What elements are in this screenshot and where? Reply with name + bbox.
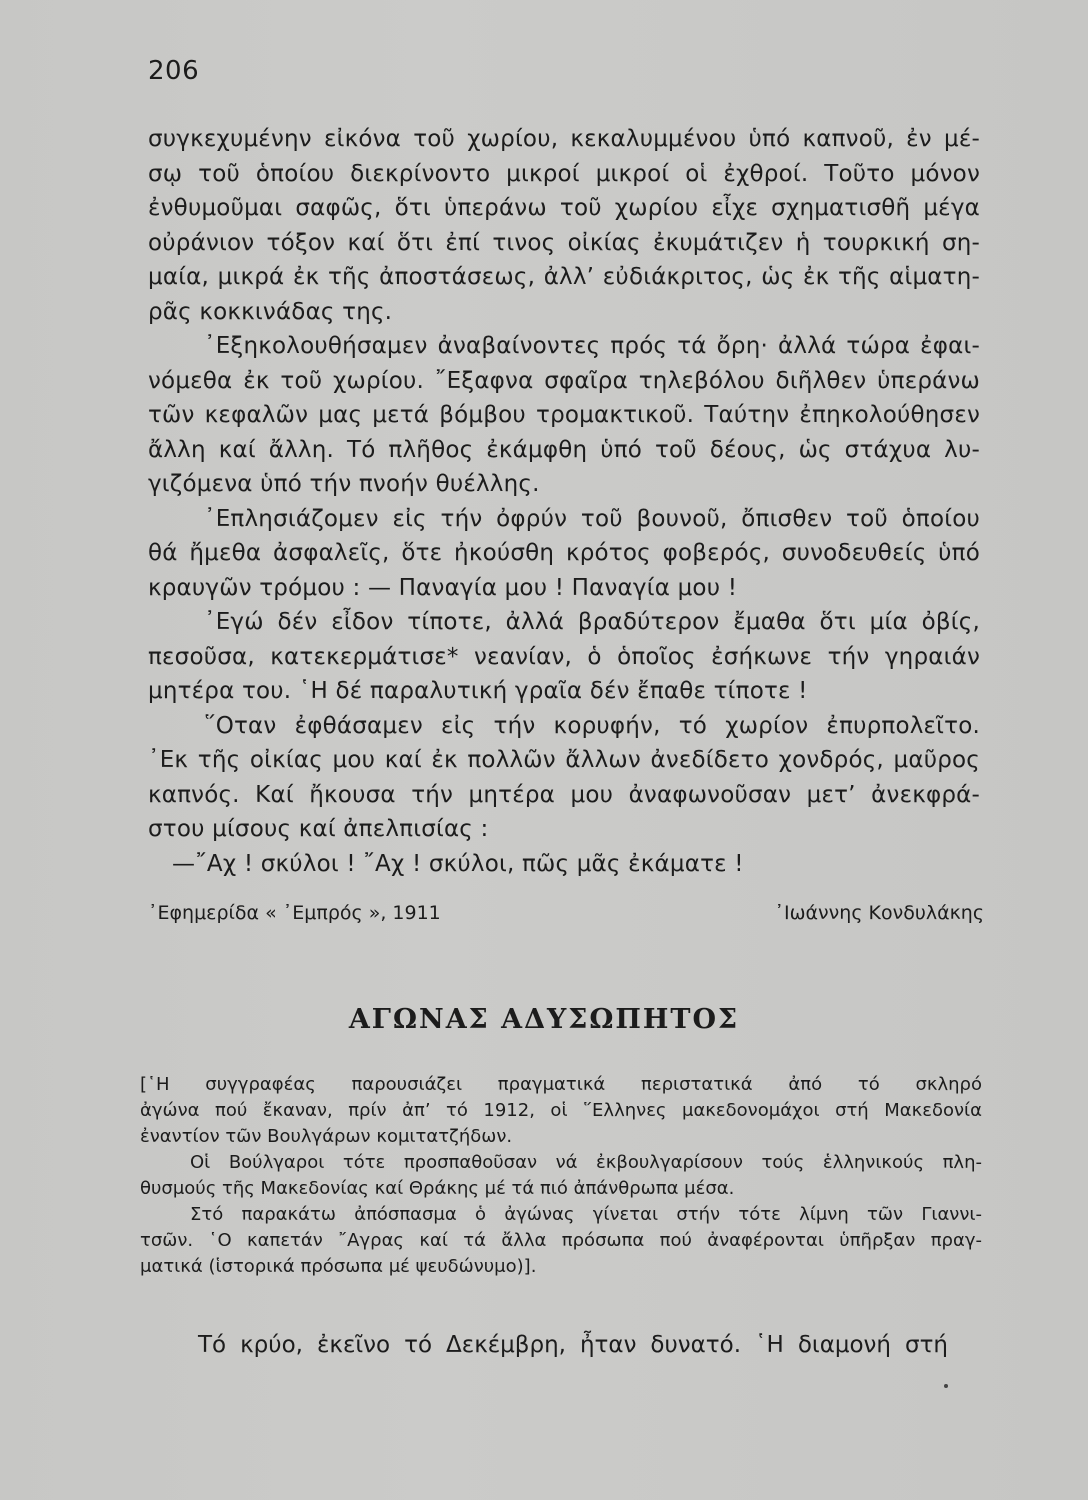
story-excerpt bbox=[148, 122, 980, 881]
text-line: πεσοῦσα, κατεκερμάτισε* νεανίαν, ὁ ὁποῖος ἐσήκωνε τήν γηραιάν bbox=[148, 643, 980, 670]
text-line: οὐράνιον τόξον καί ὅτι ἐπί τινος οἰκίας ἐκυμάτιζεν ἡ τουρκική ση- bbox=[148, 229, 980, 256]
text-line: μαία, μικρά ἐκ τῆς ἀποστάσεως, ἀλλ’ εὐδιάκριτος, ὡς ἐκ τῆς αἱματη- bbox=[148, 264, 980, 290]
intro-line: τσῶν. ῾Ο καπετάν ῎Αγρας καί τά ἄλλα πρόσωπα πού ἀναφέρονται ὑπῆρξαν πραγ- bbox=[140, 1230, 982, 1251]
intro-line: ματικά (ἱστορικά πρόσωπα μέ ψευδώνυμο)]. bbox=[140, 1256, 537, 1277]
text-line: κραυγῶν τρόμου : — Παναγία μου ! Παναγία μου ! bbox=[148, 574, 738, 601]
author-name: ᾿Ιωάννης Κονδυλάκης bbox=[774, 902, 984, 924]
intro-line: ἀγώνα πού ἔκαναν, πρίν ἀπ’ τό 1912, οἱ ῞Ελληνες μακεδονομάχοι στή Μακεδονία bbox=[140, 1100, 982, 1121]
text-line: ἄλλη καί ἄλλη. Τό πλῆθος ἐκάμφθη ὑπό τοῦ δέους, ὡς στάχυα λυ- bbox=[148, 436, 980, 463]
text-line: ῞Οταν ἐφθάσαμεν εἰς τήν κορυφήν, τό χωρίον ἐπυρπολεῖτο. bbox=[204, 712, 980, 739]
ink-speck bbox=[944, 1384, 948, 1388]
story-opening-line: Τό κρύο, ἐκεῖνο τό Δεκέμβρη, ἦταν δυνατό. ῾Η διαμονή στή bbox=[198, 1332, 948, 1358]
text-line: συγκεχυμένην εἰκόνα τοῦ χωρίου, κεκαλυμμένου ὑπό καπνοῦ, ἐν μέ- bbox=[148, 126, 980, 152]
text-line: θά ἤμεθα ἀσφαλεῖς, ὅτε ἠκούσθη κρότος φοβερός, συνοδευθείς ὑπό bbox=[148, 540, 980, 566]
text-line: τῶν κεφαλῶν μας μετά βόμβου τρομακτικοῦ. Ταύτην ἐπηκολούθησεν bbox=[148, 402, 980, 428]
intro-line: Οἱ Βούλγαροι τότε προσπαθοῦσαν νά ἐκβουλγαρίσουν τούς ἑλληνικούς πλη- bbox=[190, 1152, 982, 1173]
text-line: καπνός. Καί ἤκουσα τήν μητέρα μου ἀναφωνοῦσαν μετ’ ἀνεκφρά- bbox=[148, 781, 980, 808]
editorial-introduction bbox=[140, 1072, 982, 1280]
intro-line: ἐναντίον τῶν Βουλγάρων κομιτατζήδων. bbox=[140, 1126, 513, 1147]
intro-line: Στό παρακάτω ἀπόσπασμα ὁ ἀγώνας γίνεται στήν τότε λίμνη τῶν Γιαννι- bbox=[190, 1204, 982, 1225]
text-line: ἐνθυμοῦμαι σαφῶς, ὅτι ὑπεράνω τοῦ χωρίου εἶχε σχηματισθῆ μέγα bbox=[148, 195, 980, 221]
source-citation: ᾿Εφημερίδα « ᾿Εμπρός », 1911 bbox=[148, 902, 441, 924]
text-line: —῎Αχ ! σκύλοι ! ῎Αχ ! σκύλοι, πῶς μᾶς ἐκάματε ! bbox=[172, 850, 744, 877]
text-line: ᾿Εκ τῆς οἰκίας μου καί ἐκ πολλῶν ἄλλων ἀνεδίδετο χονδρός, μαῦρος bbox=[148, 747, 980, 773]
section-heading: ΑΓΩΝΑΣ ΑΔΥΣΩΠΗΤΟΣ bbox=[348, 1004, 740, 1035]
text-line: ᾿Επλησιάζομεν εἰς τήν ὀφρύν τοῦ βουνοῦ, ὄπισθεν τοῦ ὁποίου bbox=[204, 505, 980, 532]
page-number: 206 bbox=[148, 56, 200, 86]
text-line: νόμεθα ἐκ τοῦ χωρίου. ῎Εξαφνα σφαῖρα τηλεβόλου διῆλθεν ὑπεράνω bbox=[148, 367, 980, 394]
text-line: ρᾶς κοκκινάδας της. bbox=[148, 298, 393, 325]
intro-line: [῾Η συγγραφέας παρουσιάζει πραγματικά περιστατικά ἀπό τό σκληρό bbox=[140, 1074, 982, 1095]
citation-row bbox=[148, 902, 984, 924]
intro-line: θυσμούς τῆς Μακεδονίας καί Θράκης μέ τά πιό ἀπάνθρωπα μέσα. bbox=[140, 1178, 735, 1199]
text-line: σῳ τοῦ ὁποίου διεκρίνοντο μικροί μικροί οἱ ἐχθροί. Τοῦτο μόνον bbox=[148, 160, 980, 187]
text-line: ᾿Εξηκολουθήσαμεν ἀναβαίνοντες πρός τά ὄρη· ἀλλά τώρα ἐφαι- bbox=[204, 333, 980, 359]
text-line: ᾿Εγώ δέν εἶδον τίποτε, ἀλλά βραδύτερον ἔμαθα ὅτι μία ὀβίς, bbox=[204, 609, 980, 635]
text-line: γιζόμενα ὑπό τήν πνοήν θυέλλης. bbox=[148, 471, 540, 497]
text-line: μητέρα του. ῾Η δέ παραλυτική γραῖα δέν ἔπαθε τίποτε ! bbox=[148, 678, 808, 704]
text-line: στου μίσους καί ἀπελπισίας : bbox=[148, 816, 489, 842]
